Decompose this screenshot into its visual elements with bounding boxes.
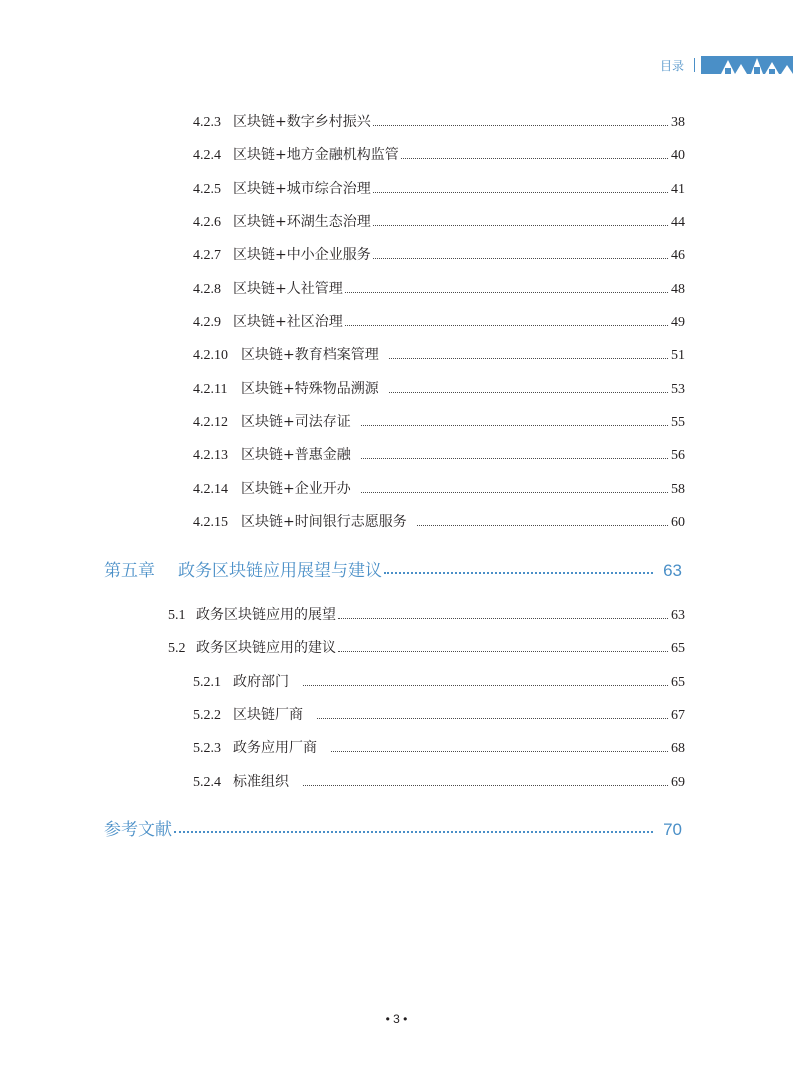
entry-page: 51 — [671, 348, 685, 363]
entry-title: 政府部门 — [233, 674, 289, 690]
toc-entry-4-2-8[interactable] — [193, 279, 685, 300]
toc-entry-4-2-15[interactable] — [193, 512, 685, 533]
toc-entry-5-2-1[interactable] — [193, 672, 685, 693]
entry-page: 58 — [671, 482, 685, 497]
entry-number: 4.2.8 — [193, 282, 221, 297]
toc-entry-4-2-13[interactable] — [193, 445, 685, 466]
entry-title: 区块链+司法存证 — [241, 414, 351, 430]
toc-entry-4-2-9[interactable] — [193, 312, 685, 333]
toc-entry-4-2-10[interactable] — [193, 345, 685, 366]
chapter-page: 63 — [663, 561, 682, 580]
dot-leader — [417, 525, 668, 526]
entry-title: 区块链+企业开办 — [241, 481, 351, 497]
dot-leader — [389, 358, 668, 359]
header-label: 目录 — [659, 59, 684, 73]
toc-entry-4-2-11[interactable] — [193, 379, 685, 400]
toc-entry-5-2-3[interactable] — [193, 738, 685, 759]
toc-references[interactable] — [104, 818, 682, 842]
entry-number: 4.2.5 — [193, 182, 221, 197]
entry-number: 4.2.14 — [193, 482, 228, 497]
entry-title: 区块链+城市综合治理 — [233, 181, 371, 197]
toc-entry-4-2-5[interactable] — [193, 179, 685, 200]
entry-title: 区块链厂商 — [233, 707, 303, 723]
references-title: 参考文献 — [104, 820, 172, 840]
dot-leader — [331, 751, 668, 752]
dot-leader — [338, 651, 668, 652]
entry-title: 区块链+社区治理 — [233, 314, 343, 330]
entry-number: 4.2.13 — [193, 448, 228, 463]
dot-leader — [361, 458, 668, 459]
toc-entry-4-2-12[interactable] — [193, 412, 685, 433]
dot-leader — [373, 125, 668, 126]
entry-page: 49 — [671, 315, 685, 330]
entry-page: 67 — [671, 708, 685, 723]
references-page: 70 — [663, 820, 682, 839]
entry-title: 区块链+时间银行志愿服务 — [241, 514, 407, 530]
entry-page: 69 — [671, 775, 685, 790]
toc-entry-5-2-4[interactable] — [193, 772, 685, 793]
dot-leader — [345, 292, 668, 293]
entry-title: 区块链+教育档案管理 — [241, 347, 379, 363]
entry-title: 标准组织 — [233, 774, 289, 790]
toc-entry-4-2-6[interactable] — [193, 212, 685, 233]
toc-entry-4-2-14[interactable] — [193, 479, 685, 500]
chapter-number: 第五章 — [104, 561, 155, 581]
entry-number: 5.2.1 — [193, 675, 221, 690]
toc-entry-4-2-4[interactable] — [193, 145, 685, 166]
entry-number: 5.2.3 — [193, 741, 221, 756]
dot-leader — [303, 785, 668, 786]
entry-page: 40 — [671, 148, 685, 163]
dot-leader — [373, 192, 668, 193]
entry-title: 区块链+数字乡村振兴 — [233, 114, 371, 130]
toc-entry-4-2-7[interactable] — [193, 245, 685, 266]
entry-title: 区块链+特殊物品溯源 — [241, 381, 379, 397]
toc-entry-5-2[interactable] — [168, 638, 685, 659]
entry-page: 44 — [671, 215, 685, 230]
entry-title: 政务应用厂商 — [233, 740, 317, 756]
entry-number: 4.2.11 — [193, 382, 228, 397]
dot-leader — [174, 831, 653, 833]
entry-page: 56 — [671, 448, 685, 463]
entry-title: 区块链+人社管理 — [233, 281, 343, 297]
toc-entry-5-1[interactable] — [168, 605, 685, 626]
entry-number: 4.2.4 — [193, 148, 221, 163]
entry-page: 53 — [671, 382, 685, 397]
chapter-title: 政务区块链应用展望与建议 — [178, 561, 382, 581]
entry-page: 68 — [671, 741, 685, 756]
entry-title: 区块链+地方金融机构监管 — [233, 147, 399, 163]
entry-title: 区块链+中小企业服务 — [233, 247, 371, 263]
dot-leader — [317, 718, 668, 719]
toc-entry-5-2-2[interactable] — [193, 705, 685, 726]
entry-page: 60 — [671, 515, 685, 530]
entry-title: 政务区块链应用的建议 — [196, 640, 336, 656]
entry-page: 65 — [671, 675, 685, 690]
entry-number: 5.2 — [168, 641, 186, 656]
page-number: • 3 • — [385, 1012, 408, 1026]
toc-entry-4-2-3[interactable] — [193, 112, 685, 133]
dot-leader — [373, 225, 668, 226]
entry-title: 区块链+普惠金融 — [241, 447, 351, 463]
entry-number: 5.2.2 — [193, 708, 221, 723]
entry-number: 4.2.9 — [193, 315, 221, 330]
entry-title: 政务区块链应用的展望 — [196, 607, 336, 623]
entry-page: 48 — [671, 282, 685, 297]
entry-page: 41 — [671, 182, 685, 197]
dot-leader — [338, 618, 668, 619]
entry-number: 5.2.4 — [193, 775, 221, 790]
toc-chapter-5[interactable] — [104, 559, 682, 583]
entry-page: 38 — [671, 115, 685, 130]
entry-page: 65 — [671, 641, 685, 656]
entry-number: 4.2.6 — [193, 215, 221, 230]
dot-leader — [401, 158, 668, 159]
dot-leader — [361, 425, 668, 426]
entry-number: 4.2.15 — [193, 515, 228, 530]
dot-leader — [384, 572, 653, 574]
dot-leader — [361, 492, 668, 493]
entry-number: 4.2.10 — [193, 348, 228, 363]
entry-number: 4.2.7 — [193, 248, 221, 263]
entry-title: 区块链+环湖生态治理 — [233, 214, 371, 230]
dot-leader — [345, 325, 668, 326]
dot-leader — [389, 392, 668, 393]
entry-page: 55 — [671, 415, 685, 430]
dot-leader — [373, 258, 668, 259]
dot-leader — [303, 685, 668, 686]
entry-page: 46 — [671, 248, 685, 263]
entry-number: 5.1 — [168, 608, 186, 623]
entry-page: 63 — [671, 608, 685, 623]
entry-number: 4.2.12 — [193, 415, 228, 430]
entry-number: 4.2.3 — [193, 115, 221, 130]
